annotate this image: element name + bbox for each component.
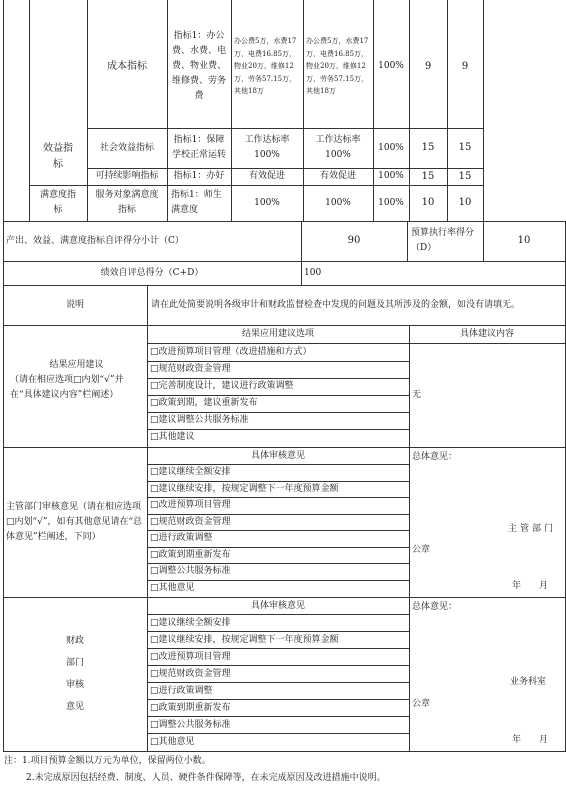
grid-line	[147, 514, 410, 515]
dept-option[interactable]: □改进预算项目管理	[150, 500, 231, 511]
dept-date: 年 月	[512, 581, 549, 591]
budget-execution-label: 预算执行率得分（D）	[411, 228, 475, 253]
grid-line	[147, 733, 410, 734]
grid-line	[147, 580, 410, 581]
grid-line	[147, 699, 410, 700]
grid-line	[147, 682, 410, 683]
satisfaction-label: 满意度指标	[40, 190, 77, 215]
finance-option[interactable]: □改进预算项目管理	[150, 651, 231, 662]
note-line-1: 注：1.项目预算金额以万元为单位，保留两位小数。	[4, 756, 211, 766]
finance-option[interactable]: □政策到期重新发布	[150, 702, 231, 713]
grid-line	[147, 378, 410, 379]
dept-label: 主管部门审核意见（请在相应选项□内划“√”，如有其他意见请在“总体意见”栏阐述，下同）	[6, 501, 143, 542]
total-value: 100	[304, 267, 322, 278]
grid-line	[3, 0, 4, 752]
finance-date: 年 月	[512, 735, 549, 745]
cost-indicator: 指标1：办公费、水费、电费、物业费、维修费、劳务费	[171, 31, 226, 101]
dept-header: 具体审核意见	[250, 450, 305, 461]
sustainable-score: 15	[458, 170, 472, 182]
result-note: （请在相应选项□内划“√”并在“具体建议内容”栏阐述）	[10, 375, 124, 400]
finance-option[interactable]: □规范财政资金管理	[150, 668, 231, 679]
social-score: 15	[458, 142, 472, 153]
grid-line	[87, 168, 484, 169]
grid-line	[147, 412, 410, 413]
finance-option[interactable]: □调整公共服务标准	[150, 719, 231, 730]
result-content-header: 具体建议内容	[459, 328, 514, 339]
total-label: 绩效自评总得分（C+D）	[100, 267, 204, 278]
result-option[interactable]: □规范财政资金管理	[150, 363, 231, 374]
grid-line	[3, 261, 566, 262]
finance-option[interactable]: □建议继续安排，按规定调整下一年度预算金额	[150, 634, 339, 645]
grid-line	[407, 221, 408, 262]
grid-line	[147, 563, 410, 564]
result-option[interactable]: □改进预算项目管理（改进措施和方式）	[150, 346, 312, 357]
grid-line	[147, 530, 410, 531]
result-section	[4, 326, 146, 446]
cost-category: 成本指标	[107, 60, 147, 72]
note-line-2: 2.未完成原因包括经费、制度、人员、硬件条件保障等，在未完成原因及改进措施中说明。	[26, 773, 386, 783]
subtotal-label: 产出、效益、满意度指标自评得分小计（C）	[6, 235, 184, 246]
grid-line	[87, 128, 484, 129]
grid-line	[29, 0, 30, 222]
result-option[interactable]: □建议调整公共服务标准	[150, 414, 249, 425]
grid-line	[3, 447, 566, 448]
grid-line	[147, 343, 566, 344]
finance-option[interactable]: □进行政策调整	[150, 685, 213, 696]
grid-line	[147, 481, 410, 482]
sustainable-category: 可持续影响指标	[95, 171, 159, 181]
dept-sign: 主管部门	[508, 524, 557, 534]
satisfaction-actual: 100%	[325, 197, 351, 208]
satisfaction-rate: 100%	[378, 197, 404, 208]
satisfaction-weight: 10	[421, 197, 435, 208]
sustainable-weight: 15	[421, 170, 435, 182]
grid-line	[483, 0, 484, 222]
grid-line	[147, 665, 410, 666]
result-label: 结果应用建议	[49, 360, 104, 370]
finance-seal: 公章	[412, 699, 431, 709]
grid-line	[147, 464, 410, 465]
cost-rate: 100%	[378, 61, 404, 71]
grid-line	[3, 325, 566, 326]
grid-line	[303, 0, 304, 222]
grid-line	[3, 597, 566, 598]
finance-sign: 业务科室	[510, 677, 547, 687]
result-option[interactable]: □政策到期，建议重新发布	[150, 397, 258, 408]
social-category: 社会效益指标	[99, 142, 154, 153]
dept-option[interactable]: □政策到期重新发布	[150, 549, 231, 560]
sustainable-indicator: 指标1：办好	[173, 171, 225, 181]
grid-line	[147, 361, 410, 362]
dept-overall: 总体意见：	[412, 452, 458, 462]
dept-option[interactable]: □建议继续安排，按规定调整下一年度预算金额	[150, 483, 339, 494]
finance-label: 财政部门审核意见	[66, 636, 85, 712]
result-option[interactable]: □完善制度设计，建议进行政策调整	[150, 380, 294, 391]
satisfaction-target: 100%	[254, 197, 280, 208]
satisfaction-indicator: 指标1：师生满意度	[171, 190, 222, 215]
dept-option[interactable]: □其他意见	[150, 582, 195, 593]
grid-line	[447, 0, 448, 222]
explain-text: 请在此处简要说明各级审计和财政监督检查中发现的问题及其所涉及的金额，如没有请填无。	[151, 299, 521, 310]
grid-line	[167, 0, 168, 222]
budget-execution-value: 10	[517, 235, 531, 246]
result-option[interactable]: □其他建议	[150, 431, 195, 442]
grid-line	[147, 716, 410, 717]
finance-overall: 总体意见：	[412, 602, 458, 612]
dept-option[interactable]: □调整公共服务标准	[150, 566, 231, 577]
finance-option[interactable]: □建议继续全额安排	[150, 617, 231, 628]
result-options-header: 结果应用建议选项	[241, 328, 314, 339]
social-rate: 100%	[378, 142, 404, 153]
sustainable-rate: 100%	[378, 171, 404, 181]
grid-line	[147, 285, 148, 752]
social-indicator: 指标1：保障学校正常运转	[171, 135, 226, 160]
cost-actual: 办公费5万，水费17万，电费16.85万，物业20万，维修12万，劳务57.15万，其他18万	[306, 37, 369, 96]
grid-line	[409, 325, 410, 752]
dept-option[interactable]: □规范财政资金管理	[150, 516, 231, 527]
grid-line	[147, 631, 410, 632]
grid-line	[3, 285, 566, 286]
grid-line	[147, 395, 410, 396]
explain-label: 说明	[65, 299, 84, 310]
benefit-label: 效益指标	[43, 142, 73, 170]
grid-line	[147, 497, 410, 498]
finance-header: 具体审核意见	[250, 600, 305, 611]
grid-line	[87, 0, 88, 222]
social-actual: 工作达标率100%	[315, 135, 361, 160]
finance-option[interactable]: □其他意见	[150, 736, 195, 747]
grid-line	[147, 648, 410, 649]
social-target: 工作达标率100%	[244, 135, 290, 160]
grid-line	[3, 751, 566, 752]
dept-seal: 公章	[412, 545, 431, 555]
satisfaction-score: 10	[458, 197, 472, 208]
result-content: 无	[412, 389, 422, 400]
sustainable-target: 有效促进	[248, 171, 285, 181]
sustainable-actual: 有效促进	[319, 171, 356, 181]
grid-line	[483, 221, 484, 262]
grid-line	[147, 429, 410, 430]
grid-line	[409, 0, 410, 222]
grid-line	[301, 221, 302, 286]
subtotal-value: 90	[347, 235, 361, 246]
social-weight: 15	[421, 142, 435, 153]
satisfaction-category: 服务对象满意度指标	[95, 190, 159, 215]
cost-score: 9	[461, 60, 469, 72]
dept-option[interactable]: □建议继续全额安排	[150, 467, 231, 478]
cost-target: 办公费5万，水费17万，电费16.85万，物业20万，维修12万，劳务57.15万，其他18万	[234, 37, 297, 96]
grid-line	[373, 0, 374, 222]
grid-line	[29, 185, 484, 186]
grid-line	[147, 547, 410, 548]
dept-option[interactable]: □进行政策调整	[150, 533, 213, 544]
grid-line	[231, 0, 232, 222]
cost-weight: 9	[424, 60, 432, 72]
grid-line	[147, 614, 410, 615]
